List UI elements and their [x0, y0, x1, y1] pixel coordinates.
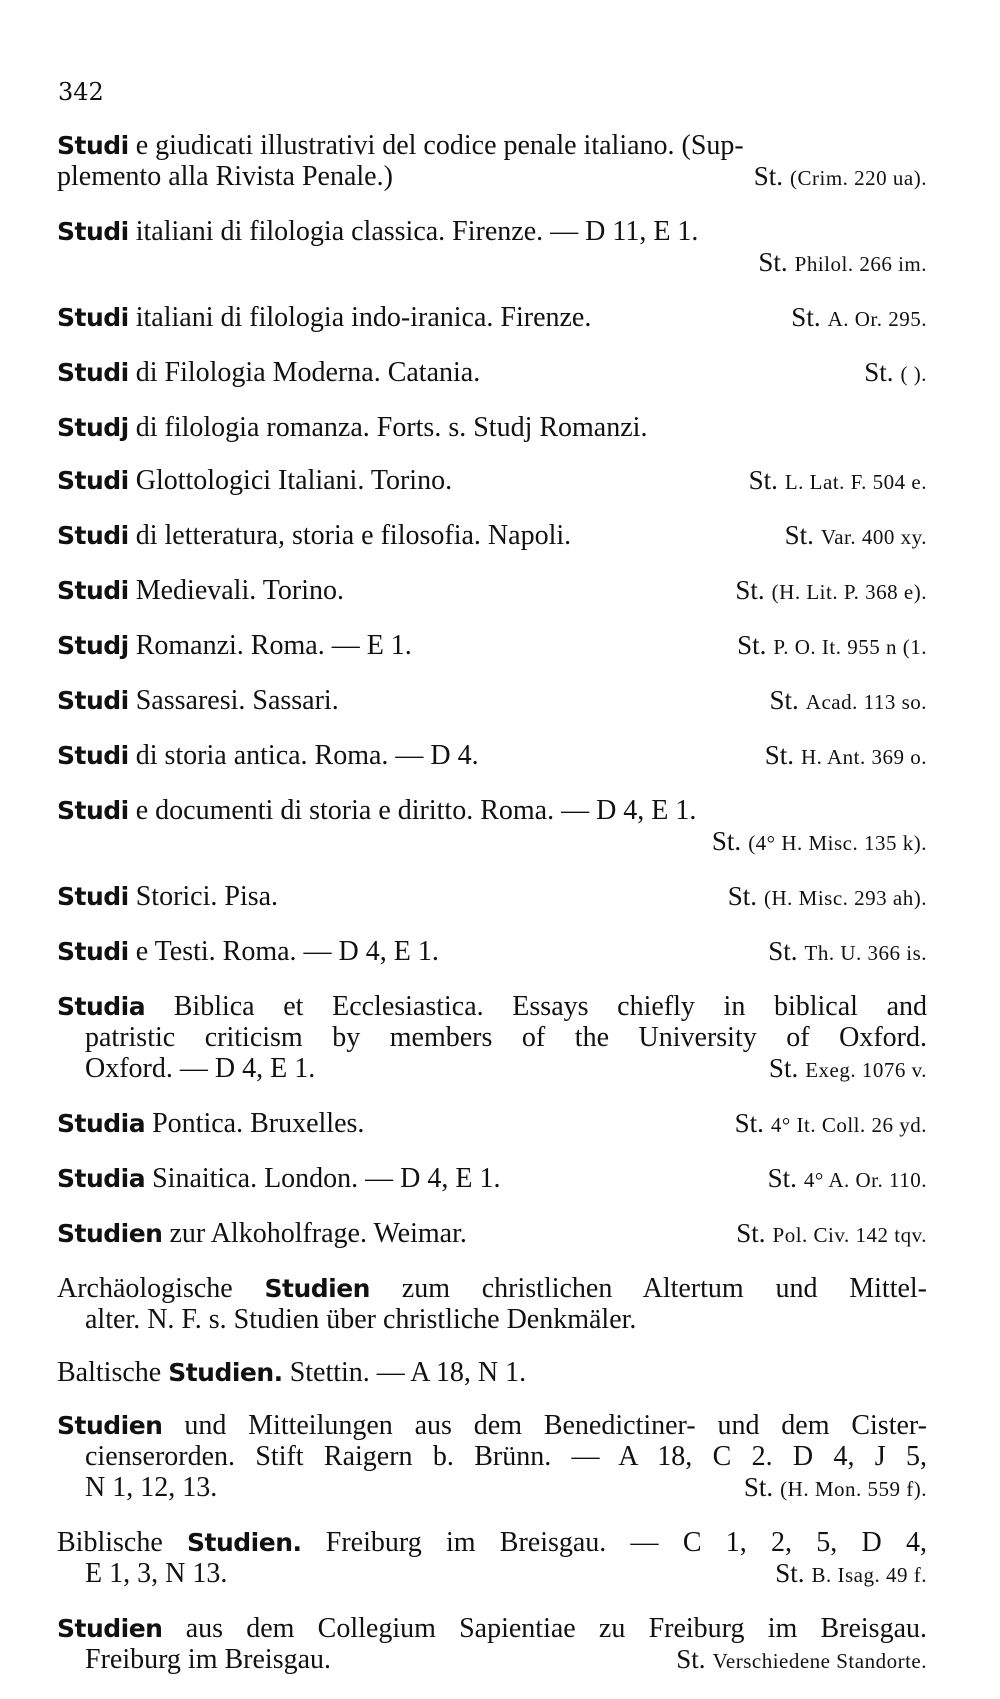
- entry-text: [57, 936, 439, 967]
- entry-text: [57, 991, 927, 1022]
- signature-prefix: St.: [736, 1218, 766, 1248]
- signature-detail: 4° It. Coll. 26 yd.: [770, 1113, 927, 1137]
- catalog-entry: [57, 1410, 927, 1505]
- entry-line: [57, 1218, 927, 1251]
- entry-line: [57, 826, 927, 859]
- title-keyword: Studi: [57, 466, 129, 495]
- entry-line: [57, 795, 927, 826]
- shelf-signature: [712, 826, 927, 859]
- shelf-signature: [737, 630, 927, 663]
- catalog-entry: [57, 1527, 927, 1591]
- entry-line: [57, 1273, 927, 1304]
- signature-prefix: St.: [791, 302, 821, 332]
- signature-detail: Th. U. 366 is.: [804, 941, 927, 965]
- entry-text-part: Oxford. — D 4, E 1.: [85, 1053, 316, 1084]
- title-keyword: Studj: [57, 413, 129, 442]
- signature-prefix: St.: [711, 826, 742, 856]
- entry-text: [57, 465, 452, 496]
- entry-text: [57, 740, 479, 771]
- signature-prefix: St.: [676, 1644, 706, 1674]
- shelf-signature: [744, 1472, 927, 1505]
- entry-text: [57, 357, 480, 388]
- entry-line: [57, 991, 927, 1022]
- shelf-signature: [775, 1558, 927, 1591]
- entry-text: [85, 1304, 636, 1335]
- entry-text-part: zur Alkoholfrage. Weimar.: [162, 1218, 467, 1249]
- entry-text: [57, 130, 744, 161]
- catalog-entry: [57, 1273, 927, 1335]
- signature-detail: L. Lat. F. 504 e.: [784, 470, 927, 494]
- shelf-signature: [765, 740, 927, 773]
- signature-detail: P. O. It. 955 n (1.: [773, 635, 927, 659]
- signature-prefix: St.: [767, 1163, 797, 1193]
- entry-text-part: Pontica. Bruxelles.: [145, 1108, 365, 1139]
- entry-line: [57, 685, 927, 718]
- entry-line: [57, 936, 927, 969]
- signature-detail: Acad. 113 so.: [805, 690, 927, 714]
- entry-text: [57, 412, 647, 443]
- title-keyword: Studien: [264, 1274, 370, 1303]
- shelf-signature: [736, 1218, 927, 1251]
- catalog-entry: [57, 881, 927, 914]
- catalog-entry: [57, 991, 927, 1086]
- title-keyword: Studia: [57, 992, 146, 1021]
- catalog-entry: [57, 520, 927, 553]
- entry-text-part: Romanzi. Roma. — E 1.: [128, 630, 412, 661]
- signature-detail: B. Isag. 49 f.: [811, 1563, 927, 1587]
- entry-text-part: di storia antica. Roma. — D 4.: [128, 740, 479, 771]
- shelf-signature: [735, 1108, 927, 1141]
- signature-prefix: St.: [748, 465, 778, 495]
- signature-prefix: St.: [864, 357, 894, 387]
- catalog-entries: [57, 130, 927, 1699]
- entry-text-part: Glottologici Italiani. Torino.: [128, 465, 453, 496]
- entry-line: [57, 465, 927, 498]
- entry-line: [57, 740, 927, 773]
- signature-detail: 4° A. Or. 110.: [803, 1168, 927, 1192]
- signature-prefix: St.: [727, 881, 758, 911]
- catalog-entry: [57, 936, 927, 969]
- signature-prefix: St.: [764, 740, 794, 770]
- catalog-entry: [57, 357, 927, 390]
- signature-prefix: St.: [784, 520, 814, 550]
- entry-text-part: Archäologische: [57, 1273, 265, 1304]
- catalog-entry: [57, 465, 927, 498]
- entry-text-part: e documenti di storia e diritto. Roma. — D 4, E 1.: [128, 795, 697, 826]
- entry-text: [57, 685, 339, 716]
- entry-text: [57, 881, 278, 912]
- page-number: 342: [58, 78, 104, 106]
- entry-line: [57, 881, 927, 914]
- entry-text-part: italiani di filologia classica. Firenze. — D 11, E 1.: [128, 216, 699, 247]
- signature-prefix: St.: [743, 1472, 774, 1502]
- catalog-entry: [57, 1163, 927, 1196]
- entry-text-part: Medievali. Torino.: [128, 575, 344, 606]
- shelf-signature: [768, 1163, 927, 1196]
- title-keyword: Studj: [57, 631, 129, 660]
- signature-detail: Var. 400 xy.: [820, 525, 927, 549]
- entry-text: [85, 1472, 217, 1503]
- shelf-signature: [770, 685, 927, 718]
- entry-line: [57, 1410, 927, 1441]
- entry-text-part: Baltische: [57, 1357, 169, 1388]
- title-keyword: Studien: [57, 1411, 163, 1440]
- entry-line: [57, 1527, 927, 1558]
- entry-line: [57, 575, 927, 608]
- entry-text-part: zum christlichen Altertum und Mittel-: [369, 1273, 928, 1304]
- signature-detail: (H. Lit. P. 368 e).: [771, 580, 927, 604]
- shelf-signature: [769, 1053, 927, 1086]
- title-keyword: Studien: [57, 1219, 163, 1248]
- catalog-entry: [57, 216, 927, 280]
- entry-line: [57, 247, 927, 280]
- signature-detail: Philol. 266 im.: [794, 252, 927, 276]
- entry-text: [57, 1218, 467, 1249]
- signature-prefix: St.: [734, 1108, 764, 1138]
- entry-text-part: patristic criticism by members of the University of Oxford.: [85, 1022, 927, 1053]
- signature-detail: (H. Mon. 559 f).: [780, 1477, 927, 1501]
- entry-text-part: Biblica et Ecclesiastica. Essays chiefly in biblical and: [145, 991, 927, 1022]
- entry-text: [57, 302, 591, 333]
- signature-detail: Pol. Civ. 142 tqv.: [772, 1223, 927, 1247]
- title-keyword: Studi: [57, 741, 129, 770]
- signature-detail: (4° H. Misc. 135 k).: [748, 831, 927, 855]
- entry-line: [57, 1304, 927, 1335]
- entry-text: [57, 520, 571, 551]
- catalog-entry: [57, 302, 927, 335]
- signature-prefix: St.: [753, 161, 784, 191]
- entry-line: [57, 1163, 927, 1196]
- catalog-entry: [57, 630, 927, 663]
- entry-text-part: und Mitteilungen aus dem Benedictiner- und dem Cister-: [162, 1410, 927, 1441]
- entry-text-part: italiani di filologia indo-iranica. Firenze.: [128, 302, 592, 333]
- signature-prefix: St.: [737, 630, 767, 660]
- entry-text: [85, 1441, 927, 1472]
- shelf-signature: [768, 936, 927, 969]
- entry-line: [57, 1644, 927, 1677]
- title-keyword: Studi: [57, 303, 129, 332]
- entry-text: [57, 795, 696, 826]
- shelf-signature: [754, 161, 927, 194]
- entry-text-part: e Testi. Roma. — D 4, E 1.: [128, 936, 439, 967]
- entry-text-part: Sinaitica. London. — D 4, E 1.: [145, 1163, 501, 1194]
- signature-prefix: St.: [735, 575, 765, 605]
- catalog-entry: [57, 685, 927, 718]
- entry-text: [57, 575, 344, 606]
- entry-line: [57, 1108, 927, 1141]
- entry-text: [57, 630, 412, 661]
- signature-detail: (H. Misc. 293 ah).: [764, 886, 927, 910]
- entry-text-part: plemento alla Rivista Penale.): [57, 161, 393, 192]
- entry-text-part: di filologia romanza. Forts. s. Studj Romanzi.: [128, 412, 648, 443]
- shelf-signature: [791, 302, 927, 335]
- catalog-entry: [57, 575, 927, 608]
- entry-text-part: Freiburg im Breisgau. — C 1, 2, 5, D 4,: [301, 1527, 927, 1558]
- shelf-signature: [735, 575, 927, 608]
- entry-text: [85, 1022, 927, 1053]
- entry-line: [57, 412, 927, 443]
- title-keyword: Studi: [57, 131, 129, 160]
- shelf-signature: [864, 357, 927, 390]
- entry-line: [57, 357, 927, 390]
- entry-line: [57, 130, 927, 161]
- catalog-entry: [57, 1613, 927, 1677]
- title-keyword: Studi: [57, 686, 129, 715]
- entry-line: [57, 1357, 927, 1388]
- signature-prefix: St.: [769, 685, 799, 715]
- entry-text: [57, 161, 393, 192]
- signature-detail: H. Ant. 369 o.: [800, 745, 927, 769]
- signature-prefix: St.: [758, 247, 788, 277]
- entry-line: [57, 216, 927, 247]
- signature-detail: A. Or. 295.: [827, 307, 927, 331]
- entry-line: [57, 630, 927, 663]
- entry-line: [57, 1558, 927, 1591]
- catalog-entry: [57, 795, 927, 859]
- signature-detail: Verschiedene Standorte.: [712, 1649, 927, 1673]
- shelf-signature: [728, 881, 927, 914]
- shelf-signature: [676, 1644, 927, 1677]
- entry-text: [57, 216, 698, 247]
- title-keyword: Studien.: [187, 1528, 302, 1557]
- entry-line: [57, 161, 927, 194]
- entry-line: [57, 1441, 927, 1472]
- entry-text: [57, 1108, 364, 1139]
- entry-text-part: E 1, 3, N 13.: [85, 1558, 228, 1589]
- entry-text: [85, 1644, 331, 1675]
- entry-text-part: Sassaresi. Sassari.: [128, 685, 339, 716]
- catalog-entry: [57, 1218, 927, 1251]
- entry-text: [57, 1357, 526, 1388]
- entry-text-part: di Filologia Moderna. Catania.: [128, 357, 481, 388]
- catalog-entry: [57, 412, 927, 443]
- title-keyword: Studi: [57, 217, 129, 246]
- entry-text: [85, 1558, 227, 1589]
- signature-detail: (Crim. 220 ua).: [790, 166, 927, 190]
- entry-text-part: cienserorden. Stift Raigern b. Brünn. — A 18, C 2. D 4, J 5,: [85, 1441, 927, 1472]
- title-keyword: Studi: [57, 937, 129, 966]
- title-keyword: Studien: [57, 1614, 163, 1643]
- signature-detail: ( ).: [900, 362, 927, 386]
- signature-prefix: St.: [775, 1558, 805, 1588]
- catalog-entry: [57, 1357, 927, 1388]
- title-keyword: Studi: [57, 358, 129, 387]
- entry-text-part: Freiburg im Breisgau.: [85, 1644, 332, 1675]
- signature-prefix: St.: [768, 936, 798, 966]
- title-keyword: Studi: [57, 576, 129, 605]
- entry-text: [57, 1163, 501, 1194]
- entry-text: [85, 1053, 315, 1084]
- entry-line: [57, 1613, 927, 1644]
- title-keyword: Studia: [57, 1164, 146, 1193]
- entry-text-part: e giudicati illustrativi del codice penale italiano. (Sup-: [128, 130, 744, 161]
- catalog-entry: [57, 130, 927, 194]
- catalog-entry: [57, 740, 927, 773]
- title-keyword: Studien.: [168, 1358, 283, 1387]
- entry-line: [57, 1472, 927, 1505]
- entry-text: [57, 1613, 927, 1644]
- title-keyword: Studi: [57, 882, 129, 911]
- entry-line: [57, 1022, 927, 1053]
- catalog-entry: [57, 1108, 927, 1141]
- signature-detail: Exeg. 1076 v.: [805, 1058, 927, 1082]
- entry-line: [57, 1053, 927, 1086]
- entry-text-part: N 1, 12, 13.: [85, 1472, 218, 1503]
- shelf-signature: [758, 247, 927, 280]
- entry-text-part: di letteratura, storia e filosofia. Napoli.: [128, 520, 572, 551]
- entry-text-part: Stettin. — A 18, N 1.: [282, 1357, 527, 1388]
- shelf-signature: [749, 465, 927, 498]
- shelf-signature: [785, 520, 927, 553]
- entry-line: [57, 520, 927, 553]
- entry-text-part: Biblische: [57, 1527, 188, 1558]
- entry-text-part: aus dem Collegium Sapientiae zu Freiburg im Breisgau.: [162, 1613, 927, 1644]
- entry-line: [57, 302, 927, 335]
- signature-prefix: St.: [768, 1053, 799, 1083]
- entry-text-part: Storici. Pisa.: [128, 881, 279, 912]
- title-keyword: Studi: [57, 796, 129, 825]
- title-keyword: Studia: [57, 1109, 146, 1138]
- title-keyword: Studi: [57, 521, 129, 550]
- entry-text-part: alter. N. F. s. Studien über christliche Denkmäler.: [85, 1304, 637, 1335]
- entry-text: [57, 1527, 927, 1558]
- entry-text: [57, 1273, 927, 1304]
- entry-text: [57, 1410, 927, 1441]
